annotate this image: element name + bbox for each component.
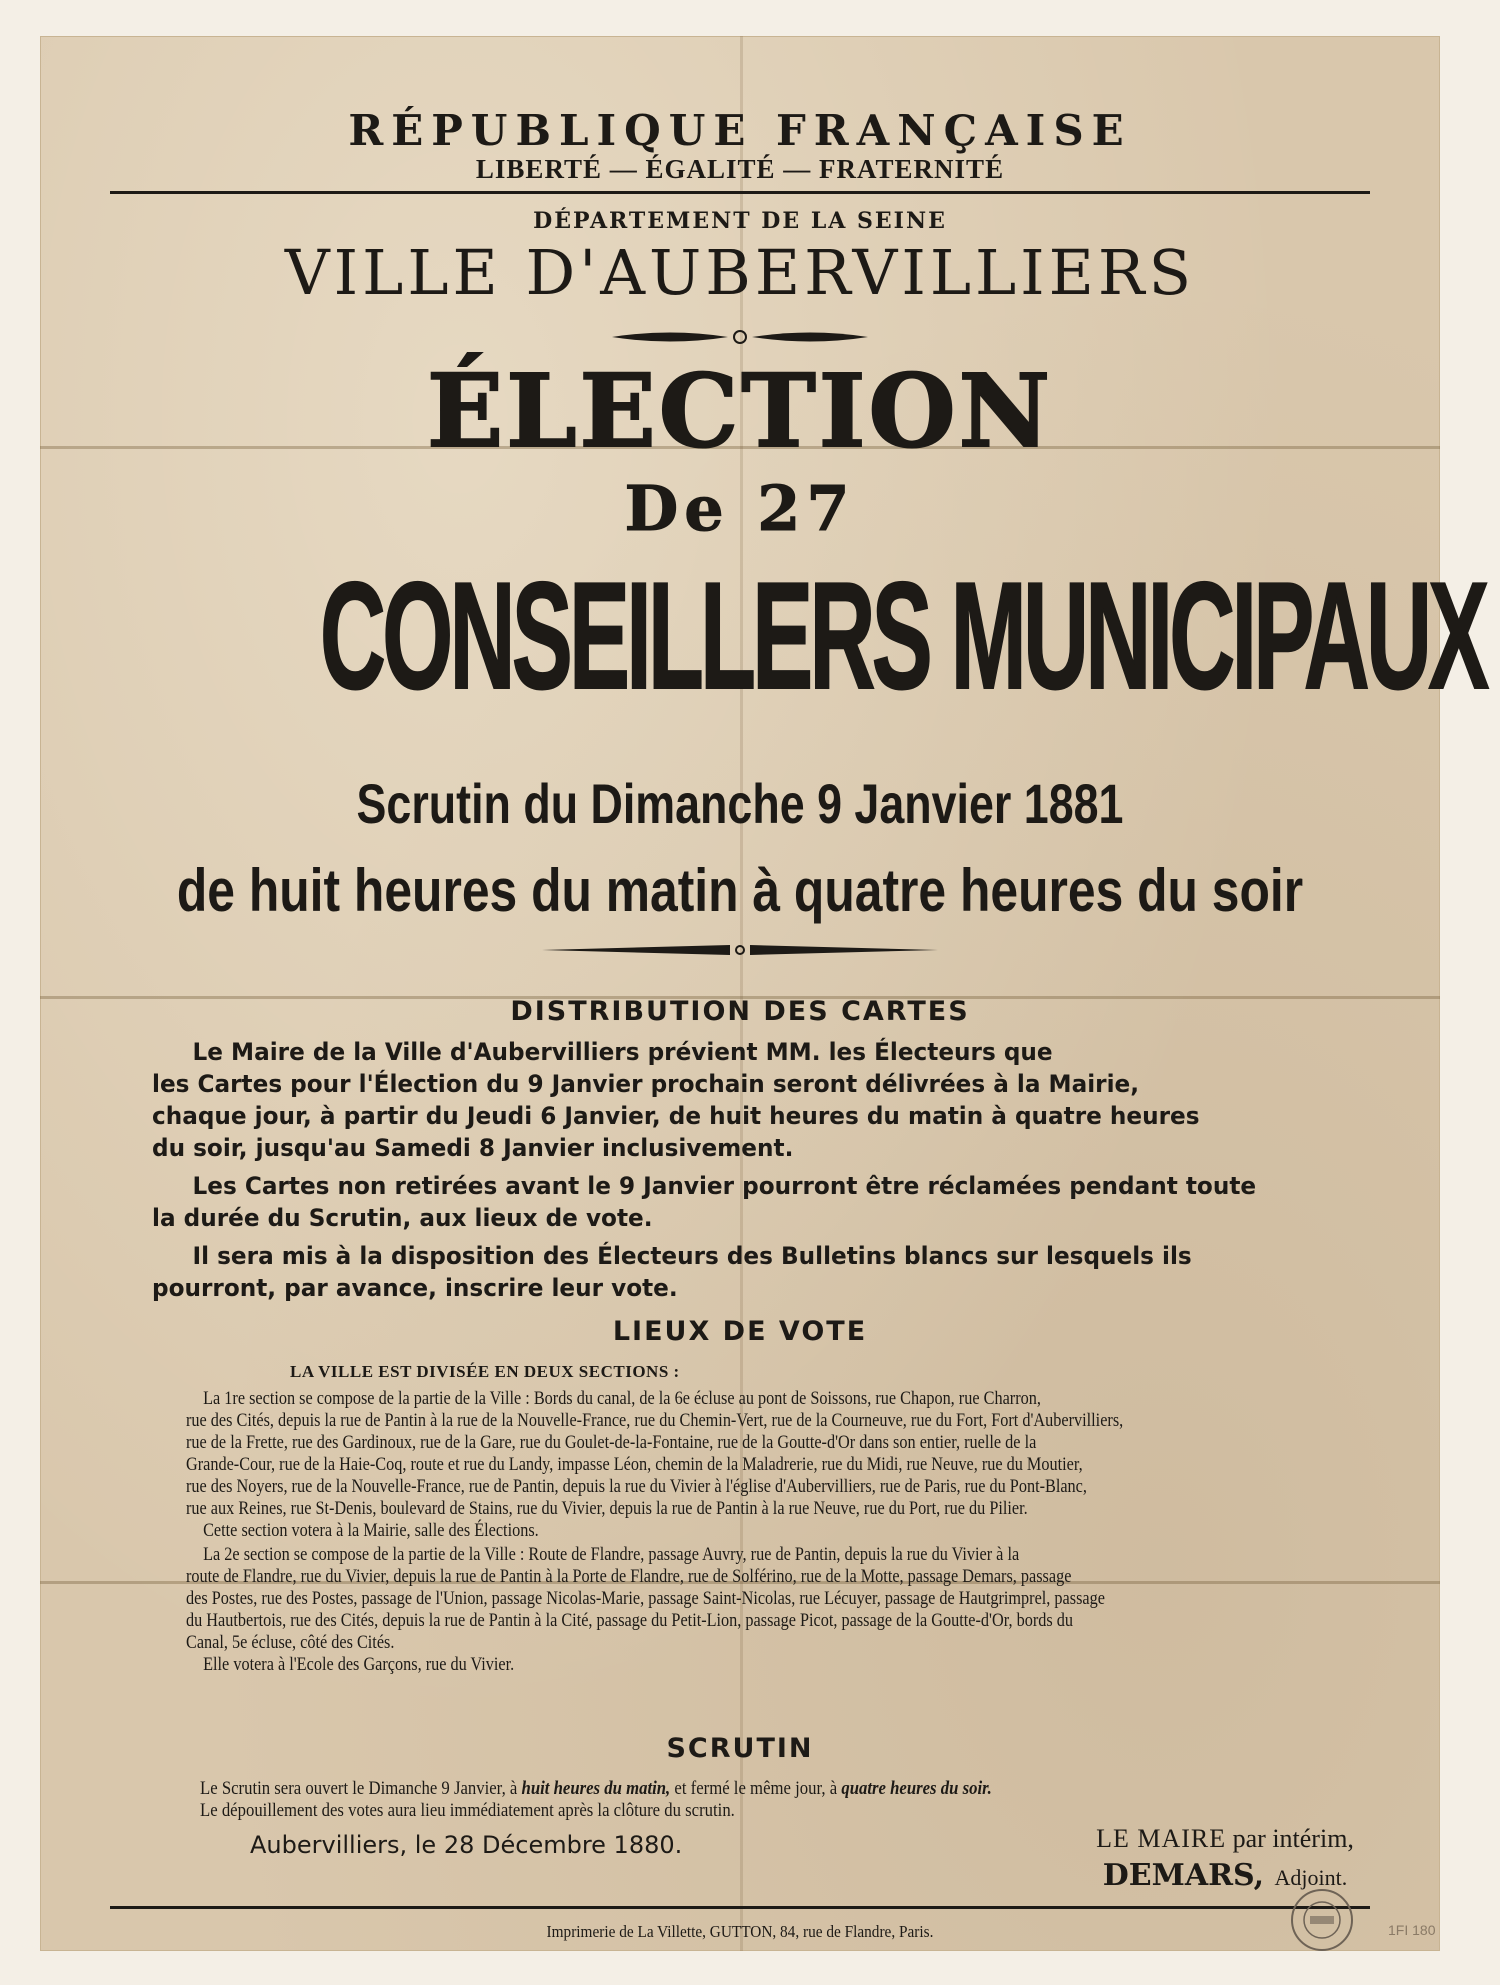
scrutin-date: Scrutin du Dimanche 9 Janvier 1881 — [356, 772, 1124, 835]
text-line: Il sera mis à la disposition des Électeurs des Bulletins blancs sur lesquels ils — [192, 1242, 1192, 1270]
text-line: Elle votera à l'Ecole des Garçons, rue du Vivier. — [203, 1654, 515, 1675]
ville-heading: VILLE D'AUBERVILLIERS — [284, 236, 1196, 309]
maire-qualifier: par intérim, — [1232, 1824, 1354, 1853]
lieu-date: Aubervilliers, le 28 Décembre 1880. — [250, 1831, 683, 1859]
archive-stamp-icon — [1288, 1886, 1356, 1954]
text-line: rue aux Reines, rue St-Denis, boulevard de Stains, rue du Vivier, depuis la rue de Pantin à la rue Neuve, rue du Port, rue du Pilier. — [186, 1498, 1028, 1519]
maire-role: Adjoint. — [1274, 1865, 1348, 1890]
emphasis: quatre heures du soir. — [841, 1778, 992, 1799]
text-line: La 1re section se compose de la partie de la Ville : Bords du canal, de la 6e écluse au pont de Soissons, rue Chapon, rue Charron, — [203, 1388, 1041, 1409]
poster-sheet — [40, 36, 1486, 1951]
lieux-heading: LIEUX DE VOTE — [612, 1316, 868, 1347]
text-run: Le Scrutin sera ouvert le Dimanche 9 Janvier, à — [200, 1778, 522, 1799]
signature-block — [1080, 1824, 1370, 1893]
text-line: du soir, jusqu'au Samedi 8 Janvier inclusivement. — [152, 1134, 794, 1162]
section-1-text — [186, 1388, 1434, 1542]
seat-count: De 27 — [624, 472, 856, 545]
scrutin-heading: SCRUTIN — [666, 1733, 814, 1764]
text-line: route de Flandre, rue du Vivier, depuis la rue de Pantin à la Porte de Flandre, rue de Solférino, rue de la Motte, passage Demars, passage — [186, 1566, 1072, 1587]
republique-heading: RÉPUBLIQUE FRANÇAISE — [348, 106, 1132, 155]
maire-name-text: DEMARS, — [1102, 1858, 1265, 1893]
text-line — [200, 1778, 1344, 1800]
section-2-text — [186, 1544, 1434, 1676]
distribution-heading: DISTRIBUTION DES CARTES — [510, 996, 970, 1027]
text-line: rue des Cités, depuis la rue de Pantin à la rue de la Nouvelle-France, rue du Chemin-Vert, rue de la Courneuve, rue du Fort, Fort d'Aubervilliers, — [186, 1410, 1124, 1431]
sections-title: LA VILLE EST DIVISÉE EN DEUX SECTIONS : — [290, 1362, 680, 1381]
departement-heading: DÉPARTEMENT DE LA SEINE — [533, 208, 947, 234]
text-line: Grande-Cour, rue de la Haie-Coq, route et rue du Landy, impasse Léon, chemin de la Maladrerie, rue du Midi, rue Neuve, rue du Moutier, — [186, 1454, 1083, 1475]
text-line: rue des Noyers, rue de la Nouvelle-France, rue de Pantin, depuis la rue du Vivier à l'église d'Aubervilliers, rue de Paris, rue du Pont-Blanc, — [186, 1476, 1087, 1497]
text-line: pourront, par avance, inscrire leur vote. — [152, 1274, 678, 1302]
maire-title — [1080, 1824, 1370, 1854]
text-line: Le dépouillement des votes aura lieu immédiatement après la clôture du scrutin. — [200, 1800, 735, 1821]
emphasis: huit heures du matin, — [521, 1778, 671, 1799]
distribution-text — [152, 1036, 1397, 1304]
ornament-divider — [540, 942, 940, 958]
text-line: Le Maire de la Ville d'Aubervilliers prévient MM. les Électeurs que — [192, 1038, 1053, 1066]
election-title: ÉLECTION — [426, 352, 1054, 470]
text-line: Canal, 5e écluse, côté des Cités. — [186, 1632, 395, 1653]
divider-rule — [110, 191, 1370, 194]
text-line: du Hautbertois, rue des Cités, depuis la rue de Pantin à la Cité, passage du Petit-Lion, passage Picot, passage de la Goutte-d'Or, bords du — [186, 1610, 1073, 1631]
maire-title-text: LE MAIRE — [1096, 1824, 1227, 1853]
imprimeur-line: Imprimerie de La Villette, GUTTON, 84, rue de Flandre, Paris. — [546, 1922, 934, 1941]
devise: LIBERTÉ — ÉGALITÉ — FRATERNITÉ — [475, 154, 1005, 184]
text-line: les Cartes pour l'Élection du 9 Janvier prochain seront délivrées à la Mairie, — [152, 1070, 1140, 1098]
conseillers-title: CONSEILLERS MUNICIPAUX — [319, 551, 1486, 721]
text-line: des Postes, rue des Postes, passage de l'Union, passage Nicolas-Marie, passage Saint-Nicolas, rue Lécuyer, passage de Hautgrimprel, passage — [186, 1588, 1105, 1609]
text-line: La 2e section se compose de la partie de la Ville : Route de Flandre, passage Auvry, rue de Pantin, depuis la rue du Vivier à la — [203, 1544, 1020, 1565]
scrutin-text — [200, 1778, 1344, 1822]
text-run: et fermé le même jour, à — [670, 1778, 842, 1799]
text-line: la durée du Scrutin, aux lieux de vote. — [152, 1204, 653, 1232]
text-line: Les Cartes non retirées avant le 9 Janvier pourront être réclamées pendant toute — [192, 1172, 1257, 1200]
archive-reference: 1FI 180 — [1388, 1922, 1436, 1938]
divider-rule — [110, 1906, 1370, 1909]
ornament-divider — [610, 326, 870, 348]
text-line: rue de la Frette, rue des Gardinoux, rue de la Gare, rue du Goulet-de-la-Fontaine, rue de la Goutte-d'Or dans son entier, ruelle de la — [186, 1432, 1037, 1453]
text-line: Cette section votera à la Mairie, salle des Élections. — [203, 1520, 539, 1541]
horaires: de huit heures du matin à quatre heures du soir — [176, 857, 1304, 924]
text-line: chaque jour, à partir du Jeudi 6 Janvier, de huit heures du matin à quatre heures — [152, 1102, 1200, 1130]
